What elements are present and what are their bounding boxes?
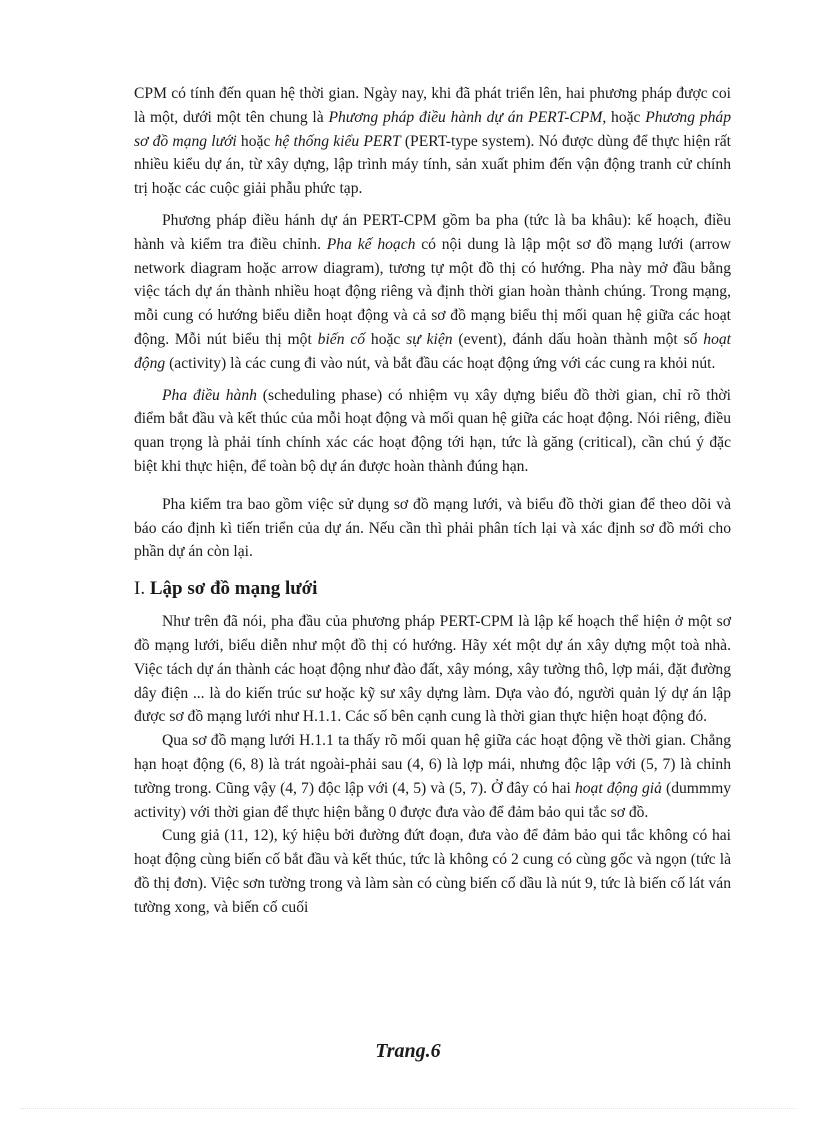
paragraph: Pha kiểm tra bao gồm việc sử dụng sơ đồ mạng lưới, và biểu đồ thời gian để theo dõi và báo cáo định kì tiến triển của dự án. Nếu cần thì phải phân tích lại và xác định sơ đồ mới cho phần dự án còn lại. xyxy=(134,495,731,561)
section-title: Lập sơ đồ mạng lưới xyxy=(149,578,318,600)
italic-term: hệ thống kiểu PERT xyxy=(274,132,401,150)
italic-term: hoạt động xyxy=(134,330,732,372)
italic-term: Phương pháp điều hành dự án PERT-CPM xyxy=(328,108,603,126)
paragraph: Qua sơ đồ mạng lưới H.1.1 ta thấy rõ mối quan hệ giữa các hoạt động về thời gian. Chẳng hạn hoạt động (6, 8) là trát ngoài-phải sau (4, 6) là lợp mái, nhưng độc lập với (5, 7) là chỉnh tường trong. Cũng vậy (4, 7) độc lập với (4, 5) và (5, 7). Ở đây có hai hoạt động giả (dummmy activity) với thời gian để thực hiện bằng 0 được đưa vào để đảm bảo qui tắc sơ đồ. xyxy=(134,732,731,821)
italic-term: biến cố xyxy=(317,330,366,348)
italic-term: Phương pháp sơ đồ mạng lưới xyxy=(134,108,731,150)
section-number: I. xyxy=(134,578,150,600)
paragraph: Như trên đã nói, pha đầu của phương pháp PERT-CPM là lập kế hoạch thể hiện ở một sơ đồ mạng lưới, biểu diễn như một đồ thị có hướng. Hãy xét một dự án xây dựng một toà nhà. Việc tách dự án thành các hoạt động như đào đất, xây móng, xây tường thô, lợp mái, đặt đường dây điện ... là do kiến trúc sư hoặc kỹ sư xây dựng làm. Dựa vào đó, người quản lý dự án lập được sơ đồ mạng lưới như H.1.1. Các số bên cạnh cung là thời gian thực hiện hoạt động đó. xyxy=(134,613,731,726)
paragraph: Pha điều hành (scheduling phase) có nhiệm vụ xây dựng biểu đồ thời gian, chỉ rõ thời điểm bắt đầu và kết thúc của mỗi hoạt động và mối quan hệ giữa các hoạt động. Nói riêng, điều quan trọng là phải tính chính xác các hoạt động tới hạn, tức là găng (critical), cần chú ý đặc biệt khi thực hiện, để toàn bộ dự án được hoàn thành đúng hạn. xyxy=(134,386,731,475)
page-number: Trang.6 xyxy=(375,1040,441,1062)
italic-term: sự kiện xyxy=(406,330,453,348)
paragraph: Cung giả (11, 12), ký hiệu bởi đường đứt đoạn, đưa vào để đảm bảo qui tắc không có hai hoạt động cùng biến cố bắt đầu và kết thúc, tức là không có 2 cung có cùng gốc và ngọn (tức là đồ thị đơn). Việc sơn tường trong và làm sàn có cùng biến cố dầu là nút 9, tức là biến cố lát ván tường xong, và biến cố cuối xyxy=(134,827,731,916)
paragraph: Phương pháp điều hánh dự án PERT-CPM gồm ba pha (tức là ba khâu): kế hoạch, điều hành và kiểm tra điều chỉnh. Pha kế hoạch có nội dung là lập một sơ đồ mạng lưới (arrow network diagram hoặc arrow diagram), tương tự một đồ thị có hướng. Pha này mở đầu bằng việc tách dự án thành nhiều hoạt động riêng và định thời gian hoàn thành chúng. Trong mạng, mỗi cung có hướng biểu diễn hoạt động và cả sơ đồ mạng biểu thị mối quan hệ giữa các hoạt động. Mỗi nút biểu thị một biến cố hoặc sự kiện (event), đánh dấu hoàn thành một số hoạt động (activity) là các cung đi vào nút, và bắt đầu các hoạt động ứng với các cung ra khỏi nút. xyxy=(134,211,732,372)
italic-term: Pha kế hoạch xyxy=(326,235,416,253)
italic-term: Pha điều hành xyxy=(162,386,257,404)
paragraph: CPM có tính đến quan hệ thời gian. Ngày nay, khi đã phát triển lên, hai phương pháp được coi là một, dưới một tên chung là Phương pháp điều hành dự án PERT-CPM, hoặc Phương pháp sơ đồ mạng lưới hoặc hệ thống kiểu PERT (PERT-type system). Nó được dùng để thực hiện rất nhiều kiểu dự án, từ xây dựng, lập trình máy tính, sản xuất phim đến vận động tranh cử chính trị hoặc các cuộc giải phẫu phức tạp. xyxy=(134,85,732,198)
page-bottom-divider xyxy=(20,1108,796,1109)
italic-term: hoạt động giả xyxy=(574,779,662,797)
section-heading xyxy=(134,576,731,602)
page-content xyxy=(134,82,731,920)
